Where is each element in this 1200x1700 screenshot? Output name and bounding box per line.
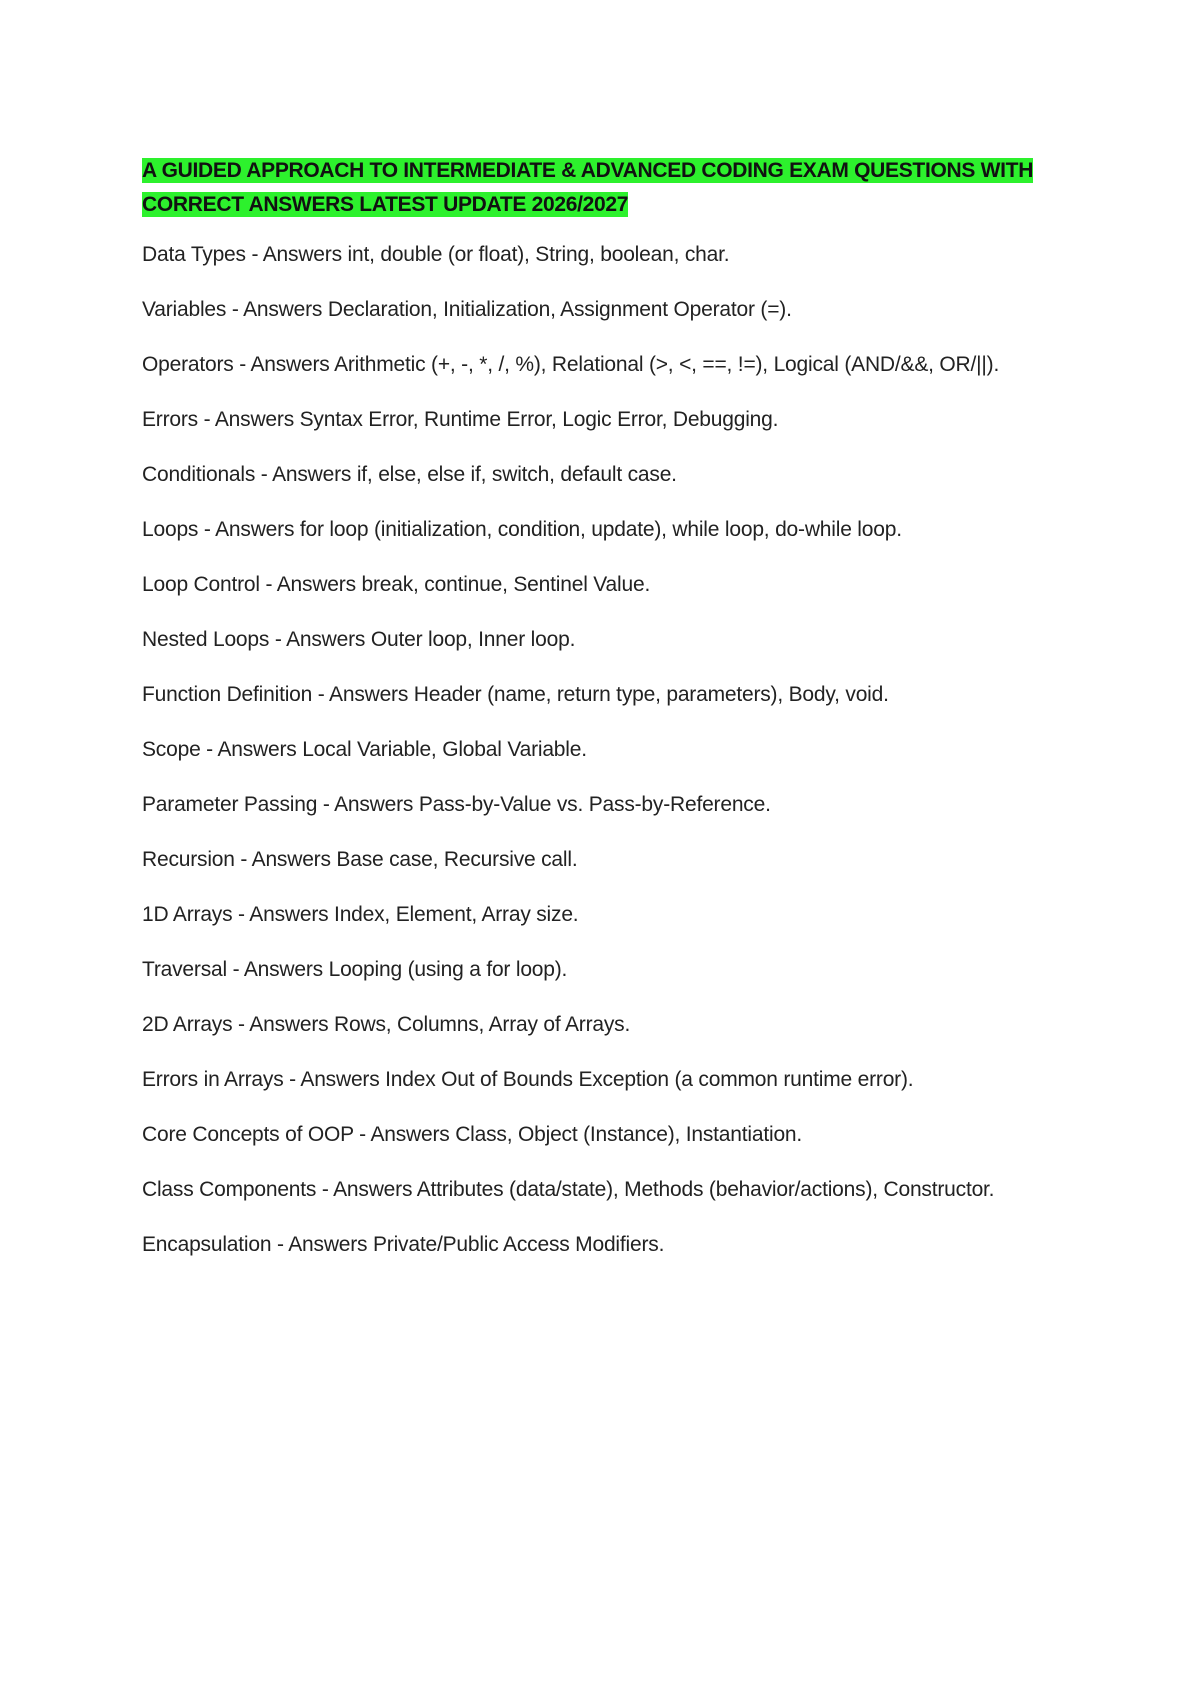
entry-loops: Loops - Answers for loop (initialization, condition, update), while loop, do-while loop. bbox=[142, 518, 902, 541]
entry-encapsulation: Encapsulation - Answers Private/Public Access Modifiers. bbox=[142, 1233, 665, 1256]
entry-data-types: Data Types - Answers int, double (or float), String, boolean, char. bbox=[142, 243, 730, 266]
entry-loop-control: Loop Control - Answers break, continue, Sentinel Value. bbox=[142, 573, 651, 596]
entry-conditionals: Conditionals - Answers if, else, else if, switch, default case. bbox=[142, 463, 677, 486]
entry-parameter-passing: Parameter Passing - Answers Pass-by-Value vs. Pass-by-Reference. bbox=[142, 793, 771, 816]
document-title bbox=[142, 154, 1062, 222]
answer-list bbox=[142, 238, 1142, 1283]
title-highlight: A GUIDED APPROACH TO INTERMEDIATE & ADVANCED CODING EXAM QUESTIONS WITH CORRECT ANSWERS LATEST UPDATE 2026/2027 bbox=[142, 159, 1034, 216]
entry-traversal: Traversal - Answers Looping (using a for loop). bbox=[142, 958, 568, 981]
entry-variables: Variables - Answers Declaration, Initialization, Assignment Operator (=). bbox=[142, 298, 792, 321]
entry-2d-arrays: 2D Arrays - Answers Rows, Columns, Array of Arrays. bbox=[142, 1013, 631, 1036]
entry-errors: Errors - Answers Syntax Error, Runtime Error, Logic Error, Debugging. bbox=[142, 408, 779, 431]
entry-core-concepts-oop: Core Concepts of OOP - Answers Class, Object (Instance), Instantiation. bbox=[142, 1123, 803, 1146]
entry-class-components: Class Components - Answers Attributes (data/state), Methods (behavior/actions), Constructor. bbox=[142, 1178, 995, 1201]
entry-recursion: Recursion - Answers Base case, Recursive call. bbox=[142, 848, 578, 871]
entry-1d-arrays: 1D Arrays - Answers Index, Element, Array size. bbox=[142, 903, 579, 926]
entry-errors-in-arrays: Errors in Arrays - Answers Index Out of Bounds Exception (a common runtime error). bbox=[142, 1068, 914, 1091]
entry-nested-loops: Nested Loops - Answers Outer loop, Inner loop. bbox=[142, 628, 576, 651]
entry-function-definition: Function Definition - Answers Header (name, return type, parameters), Body, void. bbox=[142, 683, 889, 706]
entry-operators: Operators - Answers Arithmetic (+, -, *, /, %), Relational (>, <, ==, !=), Logical (AND/&&, OR/||). bbox=[142, 353, 1000, 376]
entry-scope: Scope - Answers Local Variable, Global Variable. bbox=[142, 738, 587, 761]
